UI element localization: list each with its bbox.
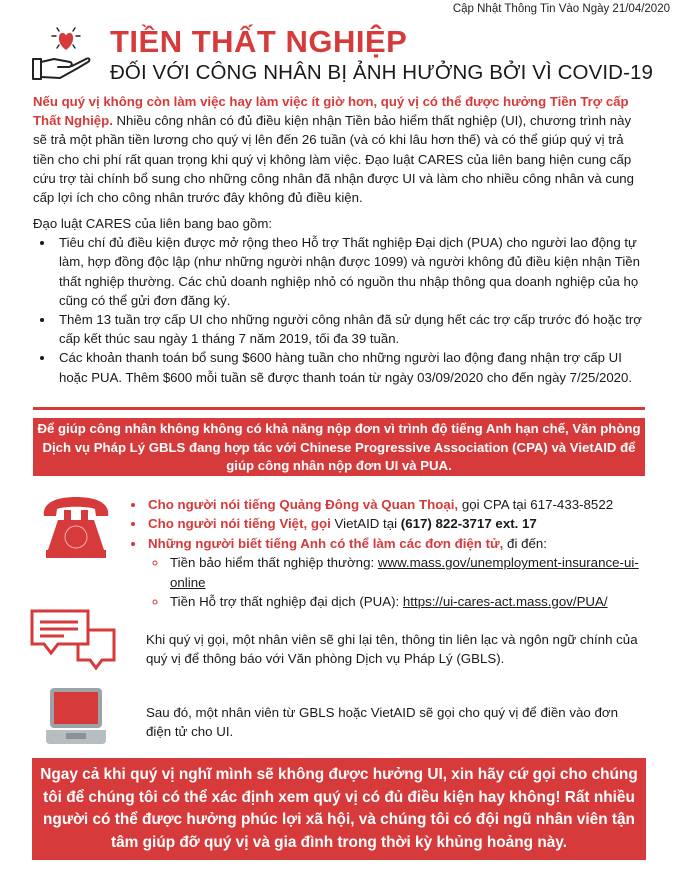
closing-callout: Ngay cả khi quý vị nghĩ mình sẽ không được hưởng UI, xin hãy cứ gọi cho chúng tôi để chúng tôi có thể xác định xem quý vị có đủ điều kiện hay không! Rất nhiều người có thể được hưởng phúc lợi xã hội, và chúng tôi có đội ngũ nhân viên tận tâm giúp đỡ quý vị và gia đình trong thời kỳ khủng hoảng này.	[32, 758, 646, 860]
updated-date: Cập Nhật Thông Tin Vào Ngày 21/04/2020	[452, 3, 670, 15]
cares-heading: Đạo luật CARES của liên bang bao gồm:	[33, 216, 272, 231]
cares-section	[33, 214, 648, 387]
step-online-description: Sau đó, một nhân viên từ GBLS hoặc VietAID sẽ gọi cho quý vị để điền vào đơn điện tử cho UI.	[146, 705, 618, 740]
intro-body: Nhiều công nhân có đủ điều kiện nhận Tiền bảo hiểm thất nghiệp (UI), chương trình này sẽ trả một phần tiền lương cho quý vị lên đến 26 tuần (và có khi lâu hơn thế) và có thể giúp quý vị trả tiền cho chi phí rất quan trọng khi quý vị không làm việc. Đạo luật CARES của liên bang hiện cung cấp cứu trợ tài chính bổ sung cho những công nhân đã nhận được UI và làm cho nhiều công nhân và cung cấp lợi ích cho công nhân trước đây không đủ điều kiện.	[33, 113, 634, 206]
telephone-icon	[40, 494, 112, 560]
contact-item-english: • Những người biết tiếng Anh có thể làm các đơn điện tử, đi đến: ◦ Tiền bảo hiểm thất nghiệp thường: www.mass.gov/unemployment-insurance-ui-online ◦ Tiền Hỗ trợ thất nghiệp đại dịch (PUA): https://ui-cares-act.mass.gov/PUA/	[146, 534, 658, 612]
pua-link[interactable]: https://ui-cares-act.mass.gov/PUA/	[402, 594, 608, 610]
page-subtitle: ĐỐI VỚI CÔNG NHÂN BỊ ẢNH HƯỞNG BỞI VÌ COVID-19	[110, 61, 653, 84]
ui-online-link[interactable]: www.mass.gov/unemployment-insurance-ui-online	[170, 555, 639, 590]
cares-item: • Các khoản thanh toán bổ sung $600 hàng tuần cho những người lao động đang nhận trợ cấp UI hoặc PUA. Thêm $600 mỗi tuần sẽ được thanh toán từ ngày 03/09/2020 cho đến ngày 7/25/2020.	[55, 348, 648, 386]
chat-bubbles-icon	[30, 608, 118, 674]
link-item-pua: ◦ Tiền Hỗ trợ thất nghiệp đại dịch (PUA): https://ui-cares-act.mass.gov/PUA/	[168, 592, 658, 611]
heart-in-hand-icon	[30, 26, 96, 82]
vietaid-phone: (617) 822-3717 ext. 17	[400, 516, 537, 532]
link-item-ui: ◦ Tiền bảo hiểm thất nghiệp thường: www.mass.gov/unemployment-insurance-ui-online	[168, 553, 658, 592]
contact-item-vietnamese: • Cho người nói tiếng Việt, gọi VietAID tại (617) 822-3717 ext. 17	[146, 514, 658, 533]
intro-lead: Nếu quý vị không còn làm việc hay làm việc ít giờ hơn, quý vị có thể được hưởng Tiền Trợ cấp Thất Nghiệp.	[33, 94, 629, 129]
step-call-description: Khi quý vị gọi, một nhân viên sẽ ghi lại tên, thông tin liên lạc và ngôn ngữ chính của quý vị để thông báo với Văn phòng Dịch vụ Pháp Lý (GBLS).	[146, 632, 638, 667]
laptop-icon	[44, 686, 108, 746]
cares-item: • Tiêu chí đủ điều kiện được mở rộng theo Hỗ trợ Thất nghiệp Đại dịch (PUA) cho người lao động tự làm, hợp đồng độc lập (như những người nhận được 1099) và người không đủ điều kiện nhận Tiền thất nghiệp thường. Các chủ doanh nghiệp nhỏ có nguồn thu nhập thông qua doanh nghiệp của họ cũng có thể gửi đơn đăng ký.	[55, 233, 648, 310]
page-title: TIỀN THẤT NGHIỆP	[110, 24, 408, 59]
partner-callout: Để giúp công nhân không không có khả năng nộp đơn vì trình độ tiếng Anh hạn chế, Văn phòng Dịch vụ Pháp Lý GBLS đang hợp tác với Chinese Progressive Association (CPA) và VietAID để giúp công nhân nộp đơn UI và PUA.	[33, 418, 645, 476]
cares-item: • Thêm 13 tuần trợ cấp UI cho những người công nhân đã sử dụng hết các trợ cấp trước đó hoặc trợ cấp kết thúc sau ngày 1 tháng 7 năm 2019, tối đa 39 tuần.	[55, 310, 648, 348]
cares-list	[33, 233, 648, 387]
contact-item-cantonese-mandarin: • Cho người nói tiếng Quảng Đông và Quan Thoại, gọi CPA tại 617-433-8522	[146, 495, 658, 514]
contact-list	[128, 495, 658, 611]
intro-paragraph	[33, 92, 648, 207]
section-divider	[33, 407, 645, 410]
